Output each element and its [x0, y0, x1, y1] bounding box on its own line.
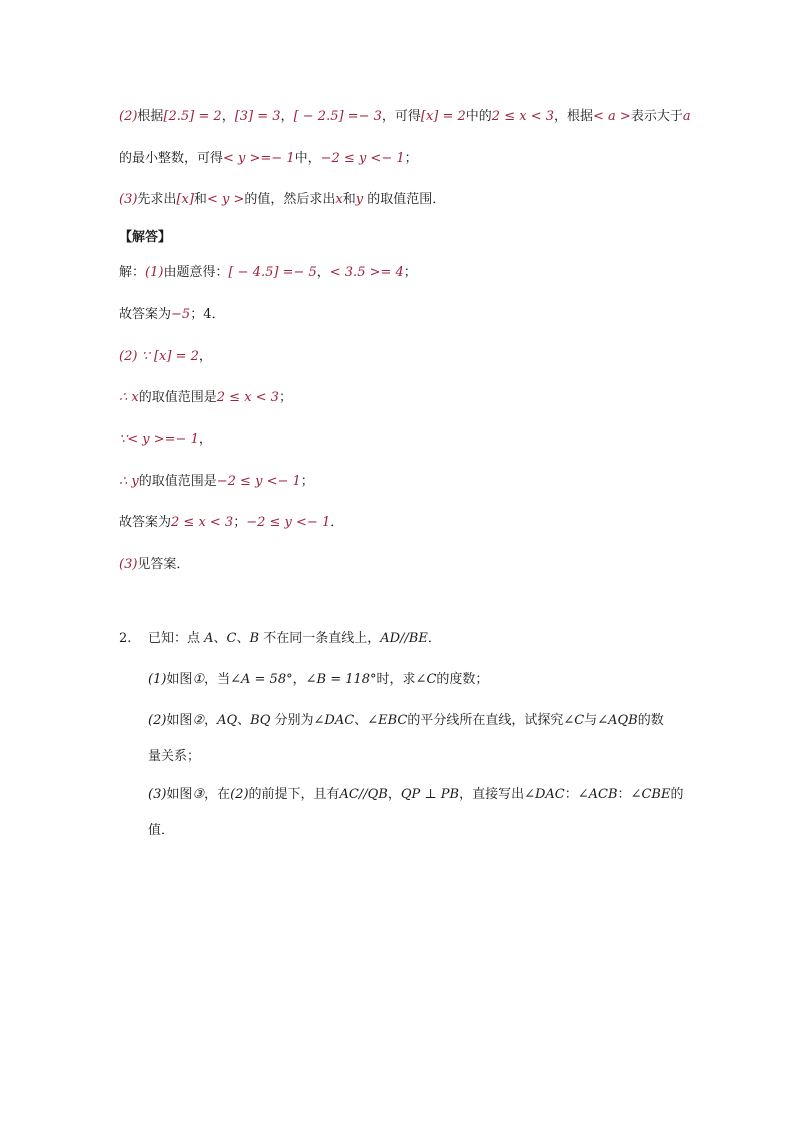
- text-seg: [2.5] = 2: [163, 109, 222, 124]
- text-seg: 故答案为: [119, 515, 172, 530]
- text-seg: ∴ x: [119, 390, 139, 405]
- text-seg: ；: [233, 515, 247, 530]
- question-text-seg: (1): [148, 672, 167, 687]
- question-text-seg: ∠AQB: [597, 713, 638, 728]
- question-text-seg: ，: [204, 713, 218, 728]
- question-text-seg: 的度数；: [436, 672, 489, 687]
- question-text-seg: 、: [236, 631, 250, 646]
- text-seg: 的取值范围．: [363, 192, 446, 207]
- text-seg: < y >=− 1: [223, 151, 295, 166]
- text-seg: 2 ≤ x < 3: [216, 390, 279, 405]
- text-seg: [x] = 2: [420, 109, 466, 124]
- question-text-seg: ∠EBC: [367, 713, 408, 728]
- question-text-seg: ②: [192, 713, 205, 728]
- line-8: [119, 389, 292, 407]
- text-seg: y: [355, 192, 364, 207]
- question-text-seg: AQ: [217, 713, 238, 728]
- question-text-seg: 、: [354, 713, 368, 728]
- question-text-seg: ∠B = 118°: [305, 672, 377, 687]
- question-text-seg: ，直接写出: [459, 787, 525, 802]
- question-line-3: [148, 712, 664, 730]
- text-seg: 和: [342, 192, 356, 207]
- question-text-seg: 如图: [166, 787, 193, 802]
- text-seg: 见答案．: [137, 557, 190, 572]
- text-seg: −2 ≤ y <− 1: [246, 515, 331, 530]
- text-seg: [3] = 3: [234, 109, 281, 124]
- text-seg: 故答案为: [119, 307, 172, 322]
- question-text-seg: ．: [427, 631, 441, 646]
- text-seg: [ − 2.5] =− 3: [293, 109, 382, 124]
- question-text-seg: ∠ACB: [577, 787, 618, 802]
- text-seg: [ − 4.5] =− 5: [228, 265, 317, 280]
- line-1: [119, 108, 691, 126]
- line-7: [119, 348, 212, 366]
- question-text-seg: A: [204, 631, 214, 646]
- question-text-seg: ，当: [204, 672, 231, 687]
- question-text-seg: C: [226, 631, 237, 646]
- question-text-seg: ③: [192, 787, 205, 802]
- question-text-seg: QP ⊥ PB: [400, 787, 460, 802]
- text-seg: (3): [119, 557, 138, 572]
- question-text-seg: (2): [230, 787, 249, 802]
- text-seg: 中，: [294, 151, 321, 166]
- question-line-4: [148, 748, 200, 766]
- question-text-seg: ：: [617, 787, 631, 802]
- line-9: [119, 431, 212, 449]
- question-text-seg: (3): [148, 787, 167, 802]
- text-seg: ；: [403, 265, 417, 280]
- text-seg: 2 ≤ x < 3: [491, 109, 554, 124]
- text-seg: ，根据: [554, 109, 594, 124]
- question-text-seg: 的数: [637, 713, 664, 728]
- text-seg: −5: [171, 307, 191, 322]
- question-text-seg: ，: [387, 787, 401, 802]
- question-text-seg: 的: [670, 787, 684, 802]
- text-seg: ；: [404, 151, 418, 166]
- text-seg: ，: [280, 109, 294, 124]
- line-3: [119, 191, 445, 209]
- question-text-seg: 值．: [148, 823, 175, 838]
- line-2: [119, 150, 418, 168]
- text-seg: 表示大于: [630, 109, 683, 124]
- question-text-seg: 如图: [166, 672, 193, 687]
- question-text-seg: ，: [292, 672, 306, 687]
- text-seg: 的取值范围是: [138, 474, 217, 489]
- text-seg: (2) ∵ [x] = 2: [119, 349, 199, 364]
- text-seg: ，: [198, 349, 212, 364]
- question-text-seg: 分别为: [270, 713, 314, 728]
- question-text-seg: BQ: [250, 713, 271, 728]
- text-seg: ．: [330, 515, 344, 530]
- text-seg: 的最小整数，可得: [119, 151, 224, 166]
- text-seg: < 3.5 >= 4: [329, 265, 404, 280]
- question-number: 2.: [119, 631, 132, 646]
- question-text-seg: ∠CBE: [630, 787, 671, 802]
- line-5: [119, 264, 417, 282]
- question-text-seg: 已知：点: [148, 631, 205, 646]
- line-11: [119, 514, 343, 532]
- text-seg: ；4．: [190, 307, 225, 322]
- question-text-seg: 、: [237, 713, 251, 728]
- text-seg: 2 ≤ x < 3: [171, 515, 234, 530]
- question-text-seg: ，在: [204, 787, 231, 802]
- question-text-seg: ①: [192, 672, 205, 687]
- question-text-seg: ∠A = 58°: [230, 672, 293, 687]
- question-text-seg: 的平分线所在直线，试探究: [407, 713, 564, 728]
- question-text-seg: ∠C: [563, 713, 585, 728]
- text-seg: ∴ y: [119, 474, 139, 489]
- text-seg: (1): [145, 265, 164, 280]
- text-seg: 的值，然后求出: [244, 192, 336, 207]
- question-text-seg: ∠DAC: [313, 713, 355, 728]
- question-text-seg: (2): [148, 713, 167, 728]
- question-text-seg: 量关系；: [148, 749, 201, 764]
- line-10: [119, 473, 314, 491]
- text-seg: 【解答】: [119, 230, 172, 245]
- text-seg: 先求出: [137, 192, 177, 207]
- question-line-5: [148, 786, 683, 804]
- text-seg: < y >: [206, 192, 245, 207]
- question-line-6: [148, 822, 174, 840]
- question-text-seg: 不在同一条直线上，: [259, 631, 381, 646]
- text-seg: 的取值范围是: [138, 390, 217, 405]
- question-text-seg: ∠C: [415, 672, 437, 687]
- text-seg: 中的: [465, 109, 492, 124]
- text-seg: 由题意得：: [163, 265, 229, 280]
- text-seg: ，: [316, 265, 330, 280]
- question-line-1: [148, 630, 441, 648]
- text-seg: ，可得: [381, 109, 421, 124]
- question-text-seg: B: [249, 631, 260, 646]
- question-text-seg: 与: [584, 713, 598, 728]
- question-text-seg: AD//BE: [380, 631, 428, 646]
- question-text-seg: 如图: [166, 713, 193, 728]
- line-6: [119, 306, 224, 324]
- text-seg: (3): [119, 192, 138, 207]
- text-seg: ，: [221, 109, 235, 124]
- text-seg: ；: [300, 474, 314, 489]
- text-seg: −2 ≤ y <− 1: [216, 474, 301, 489]
- text-seg: ；: [278, 390, 292, 405]
- text-seg: ∵< y >=− 1: [119, 432, 199, 447]
- text-seg: 解：: [119, 265, 146, 280]
- question-text-seg: 、: [213, 631, 227, 646]
- text-seg: (2): [119, 109, 138, 124]
- text-seg: < a >: [593, 109, 631, 124]
- question-text-seg: ∠DAC: [524, 787, 565, 802]
- question-text-seg: 的前提下，且有: [248, 787, 340, 802]
- text-seg: 和: [193, 192, 207, 207]
- text-seg: x: [335, 192, 343, 207]
- text-seg: −2 ≤ y <− 1: [320, 151, 405, 166]
- question-line-2: [148, 671, 488, 689]
- text-seg: a: [682, 109, 691, 124]
- question-text-seg: ：: [564, 787, 578, 802]
- text-seg: 根据: [137, 109, 164, 124]
- text-seg: [x]: [176, 192, 194, 207]
- question-text-seg: AC//QB: [339, 787, 388, 802]
- text-seg: ，: [198, 432, 212, 447]
- question-text-seg: 时，求: [376, 672, 416, 687]
- solution-heading: [119, 229, 171, 247]
- line-12: [119, 556, 189, 574]
